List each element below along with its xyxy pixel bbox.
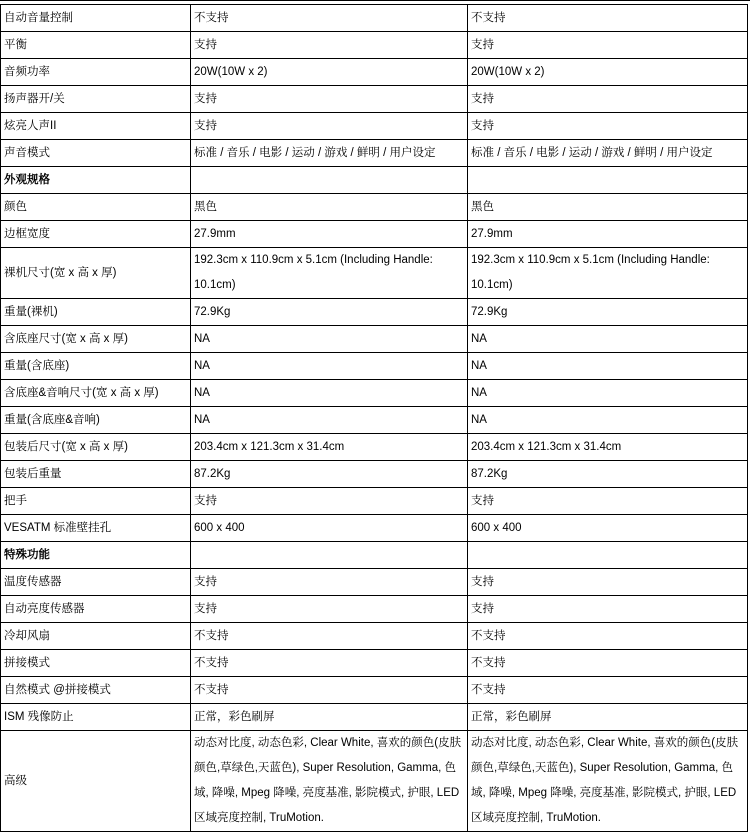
table-row [1,113,748,140]
spec-value-model-1: 标准 / 音乐 / 电影 / 运动 / 游戏 / 鲜明 / 用户设定 [191,140,468,167]
spec-value-model-1: 72.9Kg [191,299,468,326]
table-row [1,461,748,488]
spec-value-model-1 [191,542,468,569]
spec-value-model-2: 黑色 [468,194,748,221]
spec-value-model-1: 20W(10W x 2) [191,59,468,86]
table-row [1,353,748,380]
spec-label: 温度传感器 [1,569,191,596]
spec-value-model-2: 20W(10W x 2) [468,59,748,86]
table-row [1,140,748,167]
spec-value-model-1: 不支持 [191,650,468,677]
spec-value-model-2: 不支持 [468,650,748,677]
spec-value-model-2: 27.9mm [468,221,748,248]
table-row [1,704,748,731]
spec-value-model-2: 正常，彩色刷屏 [468,704,748,731]
spec-value-model-1: 动态对比度, 动态色彩, Clear White, 喜欢的颜色(皮肤颜色,草绿色,天蓝色), Super Resolution, Gamma, 色域, 降噪, Mpeg 降噪, 亮度基准, 影院模式, 护眼, LED区域亮度控制, TruMotion. [191,731,468,832]
section-header-row [1,167,748,194]
spec-value-model-1: 不支持 [191,677,468,704]
spec-label: 冷却风扇 [1,623,191,650]
spec-label: 包装后尺寸(宽 x 高 x 厚) [1,434,191,461]
spec-value-model-1: NA [191,407,468,434]
spec-label: 高级 [1,731,191,832]
table-row [1,59,748,86]
spec-value-model-1 [191,167,468,194]
table-row [1,5,748,32]
spec-value-model-2: NA [468,326,748,353]
spec-value-model-2: 不支持 [468,623,748,650]
spec-value-model-1: 支持 [191,569,468,596]
spec-value-model-2: 标准 / 音乐 / 电影 / 运动 / 游戏 / 鲜明 / 用户设定 [468,140,748,167]
table-row [1,407,748,434]
spec-label: 含底座尺寸(宽 x 高 x 厚) [1,326,191,353]
spec-value-model-1: 支持 [191,113,468,140]
spec-value-model-2 [468,542,748,569]
table-row [1,731,748,832]
spec-value-model-2: 不支持 [468,677,748,704]
table-row [1,677,748,704]
spec-label: 颜色 [1,194,191,221]
spec-label: 音频功率 [1,59,191,86]
spec-value-model-1: 支持 [191,32,468,59]
spec-value-model-1: 不支持 [191,623,468,650]
spec-value-model-1: 600 x 400 [191,515,468,542]
spec-label: 裸机尺寸(宽 x 高 x 厚) [1,248,191,299]
spec-label: 把手 [1,488,191,515]
spec-value-model-2: 支持 [468,488,748,515]
spec-label: 平衡 [1,32,191,59]
spec-label: 重量(含底座&音响) [1,407,191,434]
spec-value-model-1: 支持 [191,596,468,623]
spec-value-model-1: 192.3cm x 110.9cm x 5.1cm (Including Handle: 10.1cm) [191,248,468,299]
spec-value-model-2: 支持 [468,32,748,59]
table-row [1,326,748,353]
table-row [1,650,748,677]
spec-value-model-1: 正常，彩色刷屏 [191,704,468,731]
spec-label: 边框宽度 [1,221,191,248]
spec-value-model-1: 87.2Kg [191,461,468,488]
spec-table-body [1,5,748,832]
spec-value-model-2: NA [468,407,748,434]
table-row [1,623,748,650]
spec-value-model-1: 203.4cm x 121.3cm x 31.4cm [191,434,468,461]
spec-value-model-1: 支持 [191,488,468,515]
table-row [1,515,748,542]
spec-label: 自动亮度传感器 [1,596,191,623]
spec-label: 重量(含底座) [1,353,191,380]
spec-value-model-2: NA [468,353,748,380]
spec-label: 含底座&音响尺寸(宽 x 高 x 厚) [1,380,191,407]
spec-value-model-2: 支持 [468,569,748,596]
spec-table [0,4,748,832]
spec-value-model-2: 不支持 [468,5,748,32]
spec-value-model-1: 支持 [191,86,468,113]
table-row [1,248,748,299]
spec-label: 自然模式 @拼接模式 [1,677,191,704]
spec-value-model-1: NA [191,380,468,407]
spec-label: ISM 残像防止 [1,704,191,731]
table-row [1,434,748,461]
spec-value-model-2: 支持 [468,596,748,623]
spec-value-model-1: 27.9mm [191,221,468,248]
table-row [1,488,748,515]
spec-value-model-2: 支持 [468,113,748,140]
spec-label: 自动音量控制 [1,5,191,32]
spec-value-model-2: 72.9Kg [468,299,748,326]
spec-value-model-1: NA [191,353,468,380]
spec-value-model-1: 黑色 [191,194,468,221]
section-header-row [1,542,748,569]
spec-label: 扬声器开/关 [1,86,191,113]
spec-value-model-2: 192.3cm x 110.9cm x 5.1cm (Including Handle: 10.1cm) [468,248,748,299]
spec-value-model-2: 87.2Kg [468,461,748,488]
section-title: 特殊功能 [1,542,191,569]
spec-value-model-1: NA [191,326,468,353]
table-row [1,32,748,59]
spec-label: 重量(裸机) [1,299,191,326]
table-row [1,86,748,113]
spec-value-model-1: 不支持 [191,5,468,32]
spec-label: 包装后重量 [1,461,191,488]
spec-value-model-2: 203.4cm x 121.3cm x 31.4cm [468,434,748,461]
table-row [1,596,748,623]
spec-label: 声音模式 [1,140,191,167]
spec-label: VESATM 标准壁挂孔 [1,515,191,542]
spec-label: 拼接模式 [1,650,191,677]
spec-value-model-2: 600 x 400 [468,515,748,542]
spec-value-model-2 [468,167,748,194]
table-row [1,380,748,407]
table-row [1,569,748,596]
spec-value-model-2: 支持 [468,86,748,113]
spec-value-model-2: NA [468,380,748,407]
table-row [1,221,748,248]
table-row [1,194,748,221]
section-title: 外观规格 [1,167,191,194]
spec-value-model-2: 动态对比度, 动态色彩, Clear White, 喜欢的颜色(皮肤颜色,草绿色,天蓝色), Super Resolution, Gamma, 色域, 降噪, Mpeg 降噪, 亮度基准, 影院模式, 护眼, LED区域亮度控制, TruMotion. [468,731,748,832]
spec-label: 炫亮人声II [1,113,191,140]
table-row [1,299,748,326]
